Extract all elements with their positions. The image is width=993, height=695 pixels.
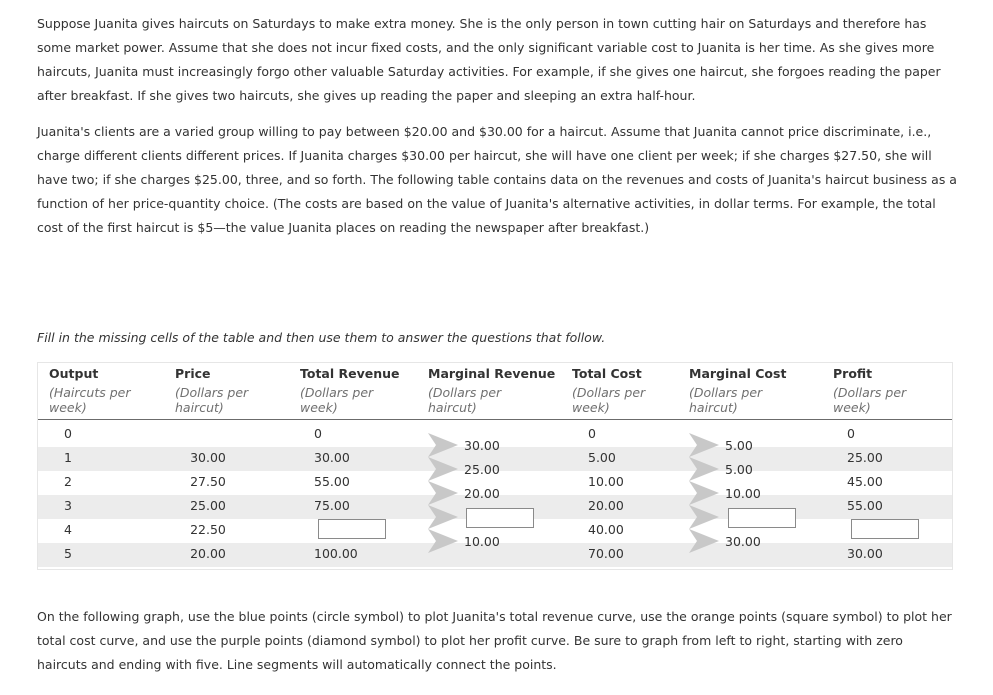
header-marginal-cost: Marginal Cost [689, 366, 787, 381]
total-revenue-cell-5: 100.00 [314, 546, 358, 561]
total-cost-cell-3: 20.00 [588, 498, 624, 513]
output-cell-2: 2 [64, 474, 72, 489]
price-cell-1: 30.00 [190, 450, 226, 465]
header-total-cost-unit: (Dollars per week) [572, 385, 646, 415]
chevron-right-icon [689, 529, 721, 553]
total-revenue-input-4[interactable] [318, 519, 386, 539]
header-price-unit: (Dollars per haircut) [175, 385, 249, 415]
total-cost-cell-0: 0 [588, 426, 596, 441]
marginal-cost-cell-5: 30.00 [725, 534, 761, 549]
chevron-right-icon [428, 433, 460, 457]
graph-instruction: On the following graph, use the blue points (circle symbol) to plot Juanita's total revenue curve, use the orange points (square symbol) to plot her total cost curve, and use the purple points (diamond symbol) to plot her profit curve. Be sure to graph from left to right, starting with zero haircuts and ending with five. Line segments will automatically connect the points. [37, 609, 952, 672]
total-cost-cell-5: 70.00 [588, 546, 624, 561]
total-cost-cell-2: 10.00 [588, 474, 624, 489]
price-cell-3: 25.00 [190, 498, 226, 513]
table-instruction: Fill in the missing cells of the table and then use them to answer the questions that follow. [37, 330, 606, 345]
output-cell-5: 5 [64, 546, 72, 561]
chevron-right-icon [428, 529, 460, 553]
header-profit-unit: (Dollars per week) [833, 385, 907, 415]
marginal-revenue-cell-2: 25.00 [464, 462, 500, 477]
chevron-right-icon [689, 505, 721, 529]
output-cell-3: 3 [64, 498, 72, 513]
header-profit: Profit [833, 366, 873, 381]
intro-paragraph-2: Juanita's clients are a varied group willing to pay between $20.00 and $30.00 for a haircut. Assume that Juanita cannot price discriminate, i.e., charge different clients different prices. If Juanita charges $30.00 per haircut, she will have one client per week; if she charges $27.50, she will have two; if she charges $25.00, three, and so forth. The following table contains data on the revenues and costs of Juanita's haircut business as a function of her price-quantity choice. (The costs are based on the value of Juanita's alternative activities, in dollar terms. For example, the total cost of the first haircut is $5—the value Juanita places on reading the newspaper after breakfast.) [37, 124, 957, 235]
price-cell-5: 20.00 [190, 546, 226, 561]
marginal-cost-input-4[interactable] [728, 508, 796, 528]
marginal-revenue-cell-3: 20.00 [464, 486, 500, 501]
chevron-right-icon [689, 481, 721, 505]
total-cost-cell-1: 5.00 [588, 450, 616, 465]
marginal-revenue-input-4[interactable] [466, 508, 534, 528]
total-revenue-cell-0: 0 [314, 426, 322, 441]
header-marginal-revenue: Marginal Revenue [428, 366, 556, 381]
marginal-cost-cell-3: 10.00 [725, 486, 761, 501]
price-cell-2: 27.50 [190, 474, 226, 489]
marginal-cost-cell-1: 5.00 [725, 438, 753, 453]
profit-cell-0: 0 [847, 426, 855, 441]
profit-cell-5: 30.00 [847, 546, 883, 561]
header-price: Price [175, 366, 211, 381]
header-output: Output [49, 366, 99, 381]
total-cost-cell-4: 40.00 [588, 522, 624, 537]
price-cell-4: 22.50 [190, 522, 226, 537]
header-total-revenue: Total Revenue [300, 366, 400, 381]
profit-cell-3: 55.00 [847, 498, 883, 513]
header-divider [38, 419, 952, 420]
profit-cell-2: 45.00 [847, 474, 883, 489]
chevron-right-icon [428, 481, 460, 505]
haircut-data-table [37, 362, 953, 570]
output-cell-4: 4 [64, 522, 72, 537]
header-marginal-revenue-unit: (Dollars per haircut) [428, 385, 502, 415]
marginal-cost-cell-2: 5.00 [725, 462, 753, 477]
total-revenue-cell-1: 30.00 [314, 450, 350, 465]
total-revenue-cell-2: 55.00 [314, 474, 350, 489]
chevron-right-icon [428, 505, 460, 529]
header-total-revenue-unit: (Dollars per week) [300, 385, 374, 415]
profit-cell-1: 25.00 [847, 450, 883, 465]
marginal-revenue-cell-1: 30.00 [464, 438, 500, 453]
chevron-right-icon [689, 433, 721, 457]
chevron-right-icon [428, 457, 460, 481]
header-marginal-cost-unit: (Dollars per haircut) [689, 385, 763, 415]
header-total-cost: Total Cost [572, 366, 642, 381]
profit-input-4[interactable] [851, 519, 919, 539]
header-output-unit: (Haircuts per week) [49, 385, 131, 415]
total-revenue-cell-3: 75.00 [314, 498, 350, 513]
chevron-right-icon [689, 457, 721, 481]
output-cell-1: 1 [64, 450, 72, 465]
intro-paragraph-1: Suppose Juanita gives haircuts on Saturdays to make extra money. She is the only person in town cutting hair on Saturdays and therefore has some market power. Assume that she does not incur fixed costs, and the only significant variable cost to Juanita is her time. As she gives more haircuts, Juanita must increasingly forgo other valuable Saturday activities. For example, if she gives one haircut, she forgoes reading the paper after breakfast. If she gives two haircuts, she gives up reading the paper and sleeping an extra half-hour. [37, 16, 941, 103]
output-cell-0: 0 [64, 426, 72, 441]
marginal-revenue-cell-5: 10.00 [464, 534, 500, 549]
